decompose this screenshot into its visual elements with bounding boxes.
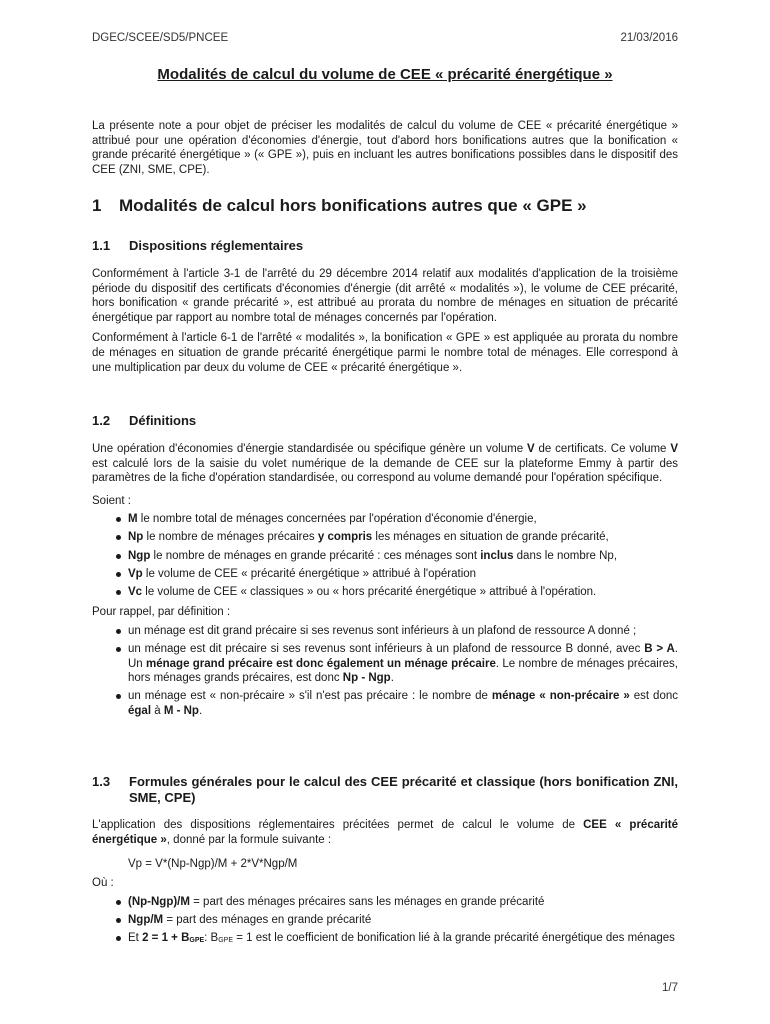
symbol: Vp bbox=[128, 567, 143, 580]
text-run: le nombre total de ménages concernées par l'opération d'économie d'énergie, bbox=[137, 513, 537, 526]
emphasis: M - Np bbox=[163, 704, 199, 717]
paragraph: Conformément à l'article 3-1 de l'arrêté du 29 décembre 2014 relatif aux modalités d'application de la troisième période du dispositif des certificats d'économies d'énergie (dit arrêté « modalités »), le volume de CEE précarité, hors bonification « grande précarité », est attribué au prorata du nombre de ménages en situation de précarité énergétique par rapport au nombre total de ménages concernés par l'opération. bbox=[92, 268, 678, 324]
list-item bbox=[92, 512, 678, 527]
list-item bbox=[92, 567, 678, 582]
symbol-v: V bbox=[670, 443, 678, 455]
text-run: le nombre de ménages précaires bbox=[143, 531, 318, 544]
subscript: GPE bbox=[218, 936, 234, 944]
bullet-icon bbox=[116, 535, 121, 540]
text-run: un ménage est dit grand précaire si ses revenus sont inférieurs à un plafond de ressource A donné ; bbox=[128, 624, 637, 637]
text-run: . bbox=[390, 672, 394, 685]
text-run: le volume de CEE « classiques » ou « hors précarité énergétique » attribué à l'opération. bbox=[142, 585, 597, 598]
emphasis: Np - Ngp bbox=[342, 672, 391, 685]
emphasis: B > A bbox=[644, 643, 675, 656]
text-run: Et bbox=[128, 931, 143, 944]
text-run: est calculé lors de la saisie du volet numérique de la demande de CEE sur la plateforme Emmy à partir des paramètres de la fiche d'opération standardisée, ou correspond au volume demandé pour l'opération spécifique. bbox=[92, 457, 678, 485]
emphasis: ménage grand précaire est donc également un ménage précaire bbox=[146, 657, 496, 670]
bullet-icon bbox=[116, 694, 121, 699]
legend-list bbox=[92, 895, 678, 949]
page-number: 1/7 bbox=[662, 982, 678, 994]
text-run: . bbox=[198, 704, 203, 717]
text-run: dans le nombre Np, bbox=[513, 549, 618, 562]
list-item bbox=[92, 895, 678, 910]
bullet-icon bbox=[116, 918, 121, 923]
subsection-title: Formules générales pour le calcul des CEE précarité et classique (hors bonification ZNI, SME, CPE) bbox=[129, 774, 678, 805]
emphasis: CEE « précarité énergétique » bbox=[92, 819, 679, 846]
subsection-1-1-body bbox=[92, 267, 678, 375]
subsection-1-3-body bbox=[92, 818, 678, 847]
list-item bbox=[92, 689, 678, 718]
emphasis: Ngp/M bbox=[128, 913, 164, 926]
emphasis: égal bbox=[128, 704, 152, 717]
emphasis: ménage « non-précaire » bbox=[491, 690, 630, 703]
text-run: = part des ménages en grande précarité bbox=[163, 913, 372, 926]
bullet-icon bbox=[116, 900, 121, 905]
symbol: M bbox=[128, 513, 138, 526]
text-run: est donc bbox=[629, 690, 678, 703]
list-item bbox=[92, 585, 678, 600]
rappel-list bbox=[92, 624, 678, 719]
rappel-label: Pour rappel, par définition : bbox=[92, 606, 231, 619]
text-run: . Un bbox=[128, 643, 678, 670]
list-item bbox=[92, 530, 678, 545]
text-run: un ménage est « non-précaire » s'il n'est pas précaire : le nombre de bbox=[128, 690, 492, 703]
bullet-icon bbox=[116, 936, 121, 941]
section-number: 1 bbox=[92, 196, 102, 215]
list-item bbox=[92, 913, 678, 928]
subsection-title: Dispositions réglementaires bbox=[129, 238, 304, 253]
symbol: Vc bbox=[128, 585, 143, 598]
subsection-title: Définitions bbox=[129, 413, 197, 428]
paragraph bbox=[92, 442, 678, 486]
bullet-icon bbox=[116, 647, 121, 652]
list-item bbox=[92, 931, 678, 949]
bullet-icon bbox=[116, 517, 121, 522]
bullet-icon bbox=[116, 590, 121, 595]
bullet-icon bbox=[116, 629, 121, 634]
symbol: Np bbox=[128, 531, 144, 544]
text-run: 2 = 1 + B bbox=[142, 931, 190, 944]
text-run: . Le nombre de ménages précaires, hors ménages grands précaires, est donc bbox=[128, 657, 679, 685]
formula: Vp = V*(Np-Ngp)/M + 2*V*Ngp/M bbox=[128, 858, 298, 870]
intro-text: La présente note a pour objet de préciser les modalités de calcul du volume de CEE « précarité énergétique » attribué pour une opération d'économies d'énergie, tout d'abord hors bonifications autres que la bonification « grande précarité énergétique » (« GPE »), puis en incluant les autres bonifications possibles dans le dispositif des CEE (ZNI, SME, CPE). bbox=[92, 120, 678, 176]
formula-legend bbox=[92, 876, 678, 952]
text-run: les ménages en situation de grande précarité, bbox=[372, 531, 609, 544]
subscript: GPE bbox=[189, 936, 205, 944]
section-1-heading bbox=[92, 196, 678, 216]
symbol: Ngp bbox=[128, 549, 151, 562]
text-run: = 1 est le coefficient de bonification lié à la grande précarité énergétique des ménages bbox=[233, 931, 675, 944]
emphasis: y compris bbox=[317, 531, 373, 544]
text-run: un ménage est dit précaire si ses revenus sont inférieurs à un plafond de ressource B donné, avec bbox=[128, 643, 645, 656]
soient-label: Soient : bbox=[92, 494, 131, 507]
ou-label: Où : bbox=[92, 877, 114, 889]
header-date: 21/03/2016 bbox=[620, 32, 678, 44]
subsection-1-3-heading bbox=[92, 774, 678, 806]
text-run: , donné par la formule suivante : bbox=[166, 833, 332, 846]
paragraph bbox=[92, 818, 678, 847]
list-item bbox=[92, 624, 678, 639]
list-item bbox=[92, 642, 678, 686]
subsection-1-2-heading bbox=[92, 413, 678, 429]
text-run: Une opération d'économies d'énergie standardisée ou spécifique génère un volume bbox=[92, 443, 527, 455]
text-run: le nombre de ménages en grande précarité : ces ménages sont bbox=[150, 549, 481, 562]
text-run: le volume de CEE « précarité énergétique » attribué à l'opération bbox=[142, 567, 477, 580]
subsection-number: 1.3 bbox=[92, 774, 111, 789]
subsection-1-2-body bbox=[92, 442, 678, 722]
definitions-list bbox=[92, 512, 678, 599]
subsection-number: 1.1 bbox=[92, 238, 111, 253]
bullet-icon bbox=[116, 554, 121, 559]
emphasis: inclus bbox=[480, 549, 514, 562]
list-item bbox=[92, 549, 678, 564]
paragraph: Conformément à l'article 6-1 de l'arrêté « modalités », la bonification « GPE » est appliquée au prorata du nombre de ménages en situation de grande précarité énergétique parmi le nombre total de ménages. Elle correspond à une multiplication par deux du volume de CEE « précarité énergétique ». bbox=[92, 332, 678, 374]
intro-paragraph bbox=[92, 119, 678, 177]
document-title: Modalités de calcul du volume de CEE « précarité énergétique » bbox=[157, 66, 613, 83]
emphasis bbox=[142, 932, 204, 944]
bullet-icon bbox=[116, 572, 121, 577]
symbol-v: V bbox=[526, 443, 535, 455]
section-title: Modalités de calcul hors bonifications autres que « GPE » bbox=[119, 196, 587, 215]
text-run: : B bbox=[204, 931, 219, 944]
text-run: = part des ménages précaires sans les ménages en grande précarité bbox=[189, 895, 545, 908]
text-run: L'application des dispositions réglementaires précitées permet de calcul le volume de bbox=[92, 819, 584, 831]
subsection-number: 1.2 bbox=[92, 413, 111, 428]
header-reference: DGEC/SCEE/SD5/PNCEE bbox=[92, 32, 229, 44]
emphasis: (Np-Ngp)/M bbox=[128, 895, 190, 908]
text-run: à bbox=[151, 704, 164, 717]
subsection-1-1-heading bbox=[92, 238, 678, 254]
text-run: de certificats. Ce volume bbox=[534, 443, 671, 455]
